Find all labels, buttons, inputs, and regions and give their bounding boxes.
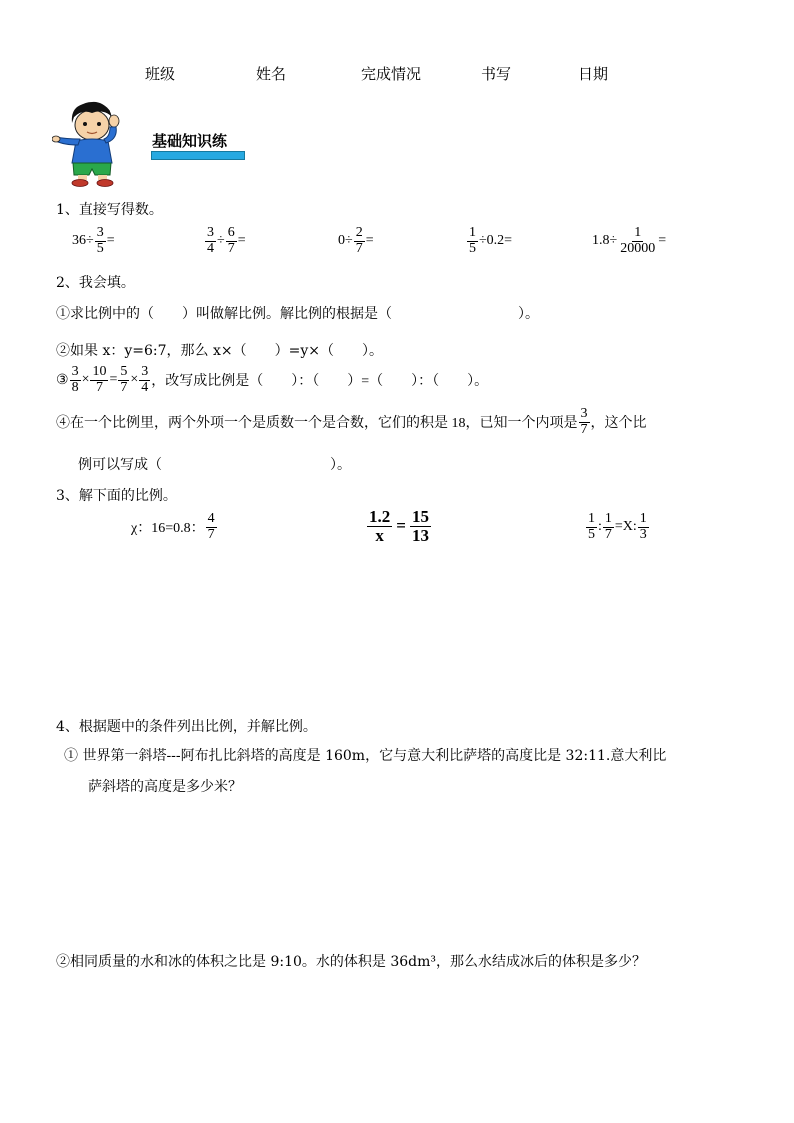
writing-label: 书写: [481, 65, 512, 83]
ex5-fraction: [618, 226, 657, 256]
p3-den1: 5: [588, 526, 595, 542]
p3-fraction-2: [603, 512, 614, 542]
q3-fraction-2: [90, 365, 108, 395]
q3-f1-num: 3: [71, 364, 79, 379]
p3-fraction-1: [586, 512, 597, 542]
p3-den2: 7: [604, 526, 612, 542]
exercise-3: [338, 226, 374, 256]
p2-den2: 13: [411, 525, 429, 545]
fill-question-4: [56, 407, 647, 437]
ex3-fraction: [354, 226, 365, 256]
p3-den3: 3: [639, 526, 647, 542]
class-label: 班级: [145, 65, 176, 83]
p1-lead: χ：16=0.8：: [131, 521, 205, 537]
word-problem-1-line1: ① 世界第一斜塔---阿布扎比斜塔的高度是 160m，它与意大利比萨塔的高度比是 32:11.意大利比: [64, 748, 667, 764]
ex4-tail: ÷0.2=: [479, 233, 513, 249]
ex2-fraction-b: [226, 226, 237, 256]
section-badge-bar: [151, 151, 245, 160]
p3-fraction-3: [638, 512, 649, 542]
ex3-num: 2: [355, 225, 363, 240]
q3-equals: =: [109, 372, 118, 388]
ex5-den: 20000: [620, 240, 656, 256]
q3-times-2: ×: [130, 372, 139, 388]
exercise-1: [72, 226, 115, 256]
proportion-3: [585, 512, 650, 542]
p2-num1: 1.2: [369, 507, 391, 526]
ex3-lead: 0÷: [338, 233, 353, 249]
p1-den: 7: [207, 526, 215, 542]
exercise-2: [204, 226, 246, 256]
section4-heading: 4、根据题中的条件列出比例，并解比例。: [56, 719, 317, 735]
p2-den1: x: [375, 525, 384, 545]
word-problem-1-line2: 萨斜塔的高度是多少米？: [88, 779, 242, 795]
q3-f2-den: 7: [95, 379, 103, 395]
p3-num1: 1: [588, 511, 595, 526]
q3-mark: ③: [56, 372, 69, 388]
q3-f1-den: 8: [71, 379, 79, 395]
ex2-num2: 6: [227, 225, 235, 240]
ex1-num: 3: [96, 225, 104, 240]
ex1-fraction: [95, 226, 106, 256]
ex4-num: 1: [469, 225, 476, 240]
q4-tail: ，这个比: [590, 416, 647, 432]
fill-question-3: [56, 365, 488, 395]
ex5-lead: 1.8÷: [592, 233, 618, 249]
q3-fraction-3: [118, 365, 129, 395]
section3-heading: 3、解下面的比例。: [56, 488, 177, 504]
q3-fraction-4: [139, 365, 150, 395]
p1-fraction: [206, 512, 217, 542]
fill-question-4-line2: 例可以写成（ ）。: [78, 457, 351, 473]
q4-den: 7: [580, 421, 588, 437]
ex2-den1: 4: [207, 240, 214, 256]
ex1-tail: =: [106, 233, 115, 249]
q3-times-1: ×: [81, 372, 90, 388]
p3-colon: :: [598, 519, 602, 535]
exercise-5: [592, 226, 666, 256]
section-badge-title: 基础知识练: [152, 132, 228, 150]
p3-num3: 1: [639, 511, 647, 526]
ex1-den: 5: [96, 240, 104, 256]
q3-f2-num: 10: [92, 364, 107, 379]
p2-fraction-left: [367, 508, 392, 545]
q3-fraction-1: [70, 365, 81, 395]
q3-f4-num: 3: [141, 364, 149, 379]
ex4-fraction: [467, 226, 478, 256]
ex5-tail: =: [658, 233, 667, 249]
q3-f4-den: 4: [141, 379, 149, 395]
q3-f3-den: 7: [120, 379, 128, 395]
exercise-4: [466, 226, 512, 256]
ex4-den: 5: [469, 240, 476, 256]
word-problem-2: ②相同质量的水和冰的体积之比是 9:10。水的体积是 36dm³，那么水结成冰后的体积是多少？: [56, 954, 647, 970]
p2-fraction-right: [410, 508, 431, 545]
date-label: 日期: [578, 65, 609, 83]
fill-question-2: ②如果 x：y=6:7，那么 x×（ ）=y×（ ）。: [56, 343, 383, 359]
q4-num: 3: [580, 406, 588, 421]
ex2-tail: =: [237, 233, 246, 249]
q4-fraction: [579, 407, 590, 437]
boy-illustration: [52, 99, 134, 187]
section1-heading: 1、直接写得数。: [56, 202, 163, 218]
p1-num: 4: [207, 511, 215, 526]
q3-tail: ，改写成比例是（ ）：（ ）=（ ）：（ ）。: [151, 374, 489, 390]
fill-question-1: ①求比例中的（ ）叫做解比例。解比例的根据是（ ）。: [56, 306, 539, 322]
p3-mid: =X:: [614, 519, 637, 535]
ex3-den: 7: [355, 240, 363, 256]
q3-f3-num: 5: [120, 364, 128, 379]
ex2-num1: 3: [207, 225, 214, 240]
ex5-num: 1: [634, 225, 642, 240]
q4-lead: ④在一个比例里，两个外项一个是质数一个是合数，它们的积是 18，已知一个内项是: [56, 416, 578, 432]
ex1-lead: 36÷: [72, 233, 94, 249]
proportion-1: [131, 512, 218, 542]
ex2-fraction-a: [205, 226, 216, 256]
p2-equals: =: [396, 516, 406, 536]
ex3-tail: =: [365, 233, 374, 249]
ex2-op: ÷: [217, 233, 225, 249]
completion-label: 完成情况: [361, 65, 422, 83]
proportion-2: [366, 508, 432, 545]
p2-num2: 15: [411, 507, 429, 526]
section2-heading: 2、我会填。: [56, 275, 135, 291]
ex2-den2: 7: [227, 240, 235, 256]
name-label: 姓名: [256, 65, 287, 83]
p3-num2: 1: [604, 511, 612, 526]
